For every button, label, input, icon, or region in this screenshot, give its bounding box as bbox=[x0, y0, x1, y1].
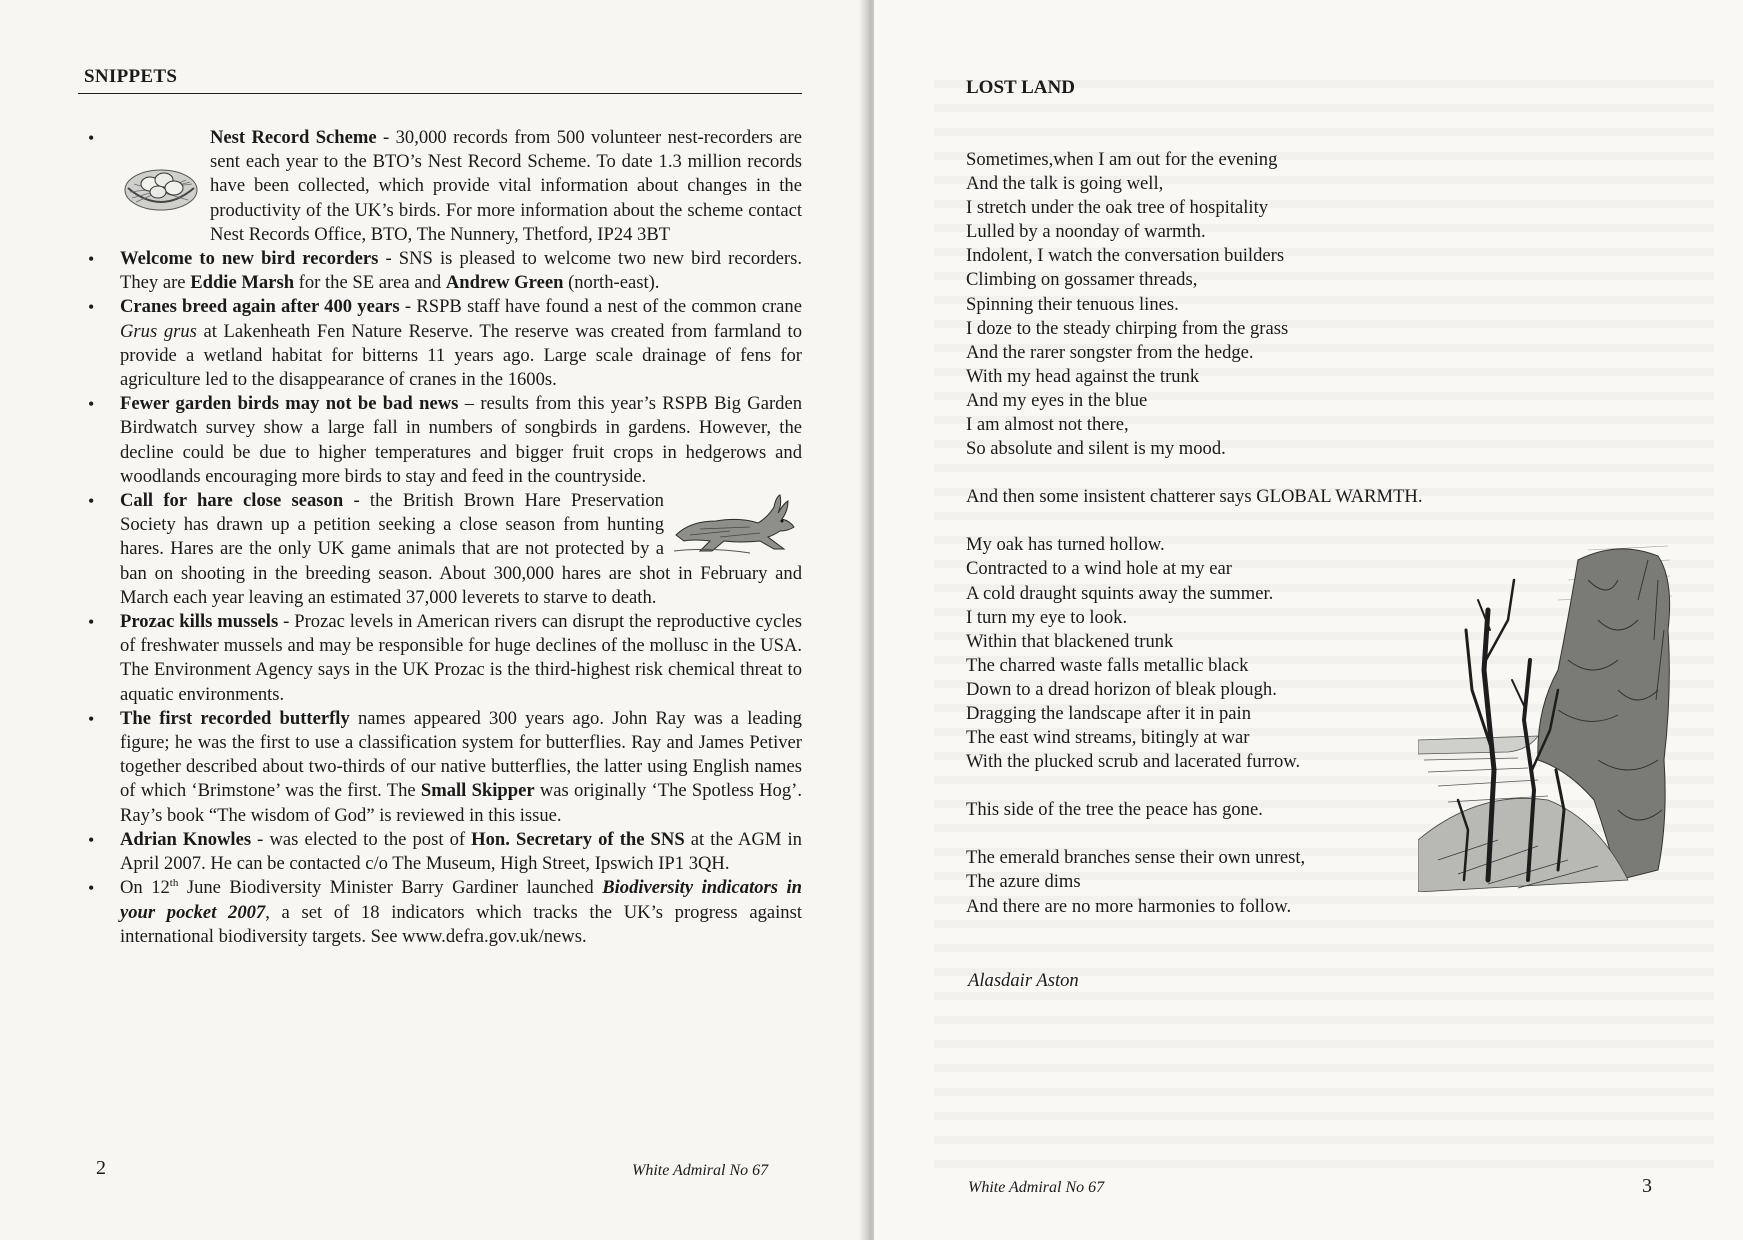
snippets-list bbox=[88, 126, 802, 949]
publication-title: Biodiversity indicators in your pocket 2007 bbox=[120, 877, 802, 923]
poem-line: I am almost not there, bbox=[966, 414, 1129, 436]
item-title: Welcome to new bird recorders bbox=[120, 248, 379, 270]
species-name: Grus grus bbox=[120, 320, 197, 342]
poem-line: And my eyes in the blue bbox=[966, 389, 1148, 411]
page-number: 2 bbox=[96, 1157, 106, 1179]
item-text: the British Brown Hare Preservation Society has drawn up a petition seeking a close season from hunting hares. Hares are the only UK game animals that are not protected by a ban on shooting in the breeding season. About 300,000 hares are shot in February and March each year leaving an estimated 37,000 leverets to starve to death. bbox=[120, 490, 802, 608]
poem-line: My oak has turned hollow. bbox=[966, 534, 1165, 556]
poem-line: The charred waste falls metallic black bbox=[966, 654, 1249, 676]
poem-line: Down to a dread horizon of bleak plough. bbox=[966, 678, 1277, 700]
header-rule bbox=[78, 93, 802, 94]
list-item: • Cranes breed again after 400 years - RSPB staff have found a nest of the common crane Grus grus at Lakenheath Fen Nature Reserve. The reserve was created from farmland to provide a wetland habitat for bitterns 11 years ago. Large scale drainage of fens for agriculture led to the disappearance of cranes in the 1600s. bbox=[88, 295, 802, 392]
item-text: names appeared 300 years ago. John Ray was a leading figure; he was the first to use a classification system for butterflies. Ray and James Petiver together described about two-thirds of our native butterflies, the latter using English names of which ‘Brimstone’ was the first. The bbox=[120, 707, 802, 802]
poem-line: I turn my eye to look. bbox=[966, 606, 1128, 628]
poem-stanza bbox=[966, 485, 1526, 509]
poem-line: I stretch under the oak tree of hospitality bbox=[966, 197, 1269, 219]
poem-line: Spinning their tenuous lines. bbox=[966, 293, 1179, 315]
list-item: • Call for hare close season - the British Brown Hare Preservation Society has drawn up a petition seeking a close season from hunting hares. Hares are the only UK game animals that are not protected by a ban on shooting in the breeding season. About 300,000 hares are shot in February and March each year leaving an estimated 37,000 leverets to starve to death. bbox=[88, 489, 802, 610]
poem-line: Contracted to a wind hole at my ear bbox=[966, 558, 1232, 580]
poem-line: And the rarer songster from the hedge. bbox=[966, 341, 1254, 363]
poem-line: Lulled by a noonday of warmth. bbox=[966, 221, 1206, 243]
post-title: Hon. Secretary of the SNS bbox=[471, 828, 685, 850]
item-text: was elected to the post of bbox=[269, 828, 472, 850]
poem-line: With my head against the trunk bbox=[966, 365, 1200, 387]
item-title: Prozac kills mussels bbox=[120, 611, 279, 633]
item-title: Cranes breed again after 400 years bbox=[120, 296, 400, 318]
poem-line: So absolute and silent is my mood. bbox=[966, 438, 1226, 460]
poem-line: Dragging the landscape after it in pain bbox=[966, 702, 1251, 724]
list-item: • The first recorded butterfly names appeared 300 years ago. John Ray was a leading figure; he was the first to use a classification system for butterflies. Ray and James Petiver together described about two-thirds of our native butterflies, the latter using English names of which ‘Brimstone’ was the first. The Small Skipper was originally ‘The Spotless Hog’. Ray’s book “The wisdom of God” is reviewed in this issue. bbox=[88, 707, 802, 828]
item-title: Fewer garden birds may not be bad news bbox=[120, 393, 459, 415]
section-title: SNIPPETS bbox=[84, 66, 178, 87]
poem-line: The azure dims bbox=[966, 871, 1081, 893]
butterfly-name: Small Skipper bbox=[420, 780, 535, 802]
left-page bbox=[0, 0, 868, 1240]
item-text: Prozac levels in American rivers can disrupt the reproductive cycles of freshwater mussels and may be responsible for huge declines of the mollusc in the USA. The Environment Agency says in the UK Prozac is the third-highest risk chemical threat to aquatic environments. bbox=[120, 611, 802, 705]
poem-line: And the talk is going well, bbox=[966, 173, 1164, 195]
poem-stanza bbox=[966, 148, 1526, 461]
poem-line: And then some insistent chatterer says GLOBAL WARMTH. bbox=[966, 486, 1423, 508]
recorder-name: Andrew Green bbox=[445, 272, 564, 294]
page-footer: White Admiral No 67 bbox=[968, 1179, 1105, 1196]
poem-line: Climbing on gossamer threads, bbox=[966, 269, 1198, 291]
list-item: • On 12th June Biodiversity Minister Barry Gardiner launched Biodiversity indicators in your pocket 2007, a set of 18 indicators which tracks the UK’s progress against international biodiversity targets. See www.defra.gov.uk/news. bbox=[88, 876, 802, 949]
list-item: • Fewer garden birds may not be bad news – results from this year’s RSPB Big Garden Birdwatch survey show a large fall in numbers of songbirds in gardens. However, the decline could be due to higher temperatures and bigger fruit crops in hedgerows and woodlands encouraging more birds to stay and feed in the countryside. bbox=[88, 392, 802, 489]
page-footer: White Admiral No 67 bbox=[632, 1162, 769, 1179]
hare-icon bbox=[670, 491, 802, 557]
item-text: SNS is pleased to welcome two new bird recorders. They are bbox=[120, 248, 802, 294]
poem-line: The east wind streams, bitingly at war bbox=[966, 727, 1250, 749]
poem-line: I doze to the steady chirping from the grass bbox=[966, 317, 1289, 339]
item-text: 30,000 records from 500 volunteer nest-recorders are sent each year to the BTO’s Nest Record Scheme. To date 1.3 million records have been collected, which provide vital information about changes in the productivity of the UK’s birds. For more information about the scheme contact Nest Records Office, BTO, The Nunnery, Thetford, IP24 3BT bbox=[210, 127, 802, 245]
poem-line: Within that blackened trunk bbox=[966, 630, 1174, 652]
list-item: • Adrian Knowles - was elected to the post of Hon. Secretary of the SNS at the AGM in April 2007. He can be contacted c/o The Museum, High Street, Ipswich IP1 3QH. bbox=[88, 828, 802, 876]
poem-line: Indolent, I watch the conversation builders bbox=[966, 245, 1285, 267]
poem-line: Sometimes,when I am out for the evening bbox=[966, 149, 1278, 170]
recorder-name: Eddie Marsh bbox=[190, 272, 295, 294]
poem-line: This side of the tree the peace has gone. bbox=[966, 799, 1263, 821]
poem-title: LOST LAND bbox=[966, 77, 1075, 98]
list-item: • Welcome to new bird recorders - SNS is pleased to welcome two new bird recorders. They are Eddie Marsh for the SE area and Andrew Green (north-east). bbox=[88, 247, 802, 295]
list-item: • Nest Record Scheme - 30,000 records from 500 volunteer nest-recorders are sent each year to the BTO’s Nest Record Scheme. To date 1.3 million records have been collected, which provide vital information about changes in the productivity of the UK’s birds. For more information about the scheme contact Nest Records Office, BTO, The Nunnery, Thetford, IP24 3BT bbox=[88, 126, 802, 247]
item-title: The first recorded butterfly bbox=[120, 707, 350, 729]
poem-line: A cold draught squints away the summer. bbox=[966, 582, 1274, 604]
item-title: Call for hare close season bbox=[120, 490, 344, 512]
list-item: • Prozac kills mussels - Prozac levels in American rivers can disrupt the reproductive cycles of freshwater mussels and may be responsible for huge declines of the mollusc in the USA. The Environment Agency says in the UK Prozac is the third-highest risk chemical threat to aquatic environments. bbox=[88, 610, 802, 707]
item-title: Nest Record Scheme bbox=[210, 127, 377, 148]
poem-line: With the plucked scrub and lacerated furrow. bbox=[966, 751, 1301, 773]
poem-line: The emerald branches sense their own unrest, bbox=[966, 847, 1306, 869]
item-text: On 12 bbox=[120, 877, 170, 899]
page-number: 3 bbox=[1642, 1175, 1652, 1197]
item-text: RSPB staff have found a nest of the common crane bbox=[416, 296, 802, 318]
item-text: results from this year’s RSPB Big Garden Birdwatch survey show a large fall in numbers of songbirds in gardens. However, the decline could be due to higher temperatures and bigger fruit crops in hedgerows and woodlands encouraging more birds to stay and feed in the countryside. bbox=[120, 393, 803, 487]
show-through-text bbox=[250, 60, 750, 90]
tree-landscape-illustration bbox=[1418, 540, 1674, 892]
bird-nest-icon bbox=[120, 152, 202, 218]
poem-author: Alasdair Aston bbox=[968, 970, 1079, 991]
item-title: Adrian Knowles bbox=[120, 828, 252, 850]
poem-line: And there are no more harmonies to follow. bbox=[966, 895, 1292, 917]
